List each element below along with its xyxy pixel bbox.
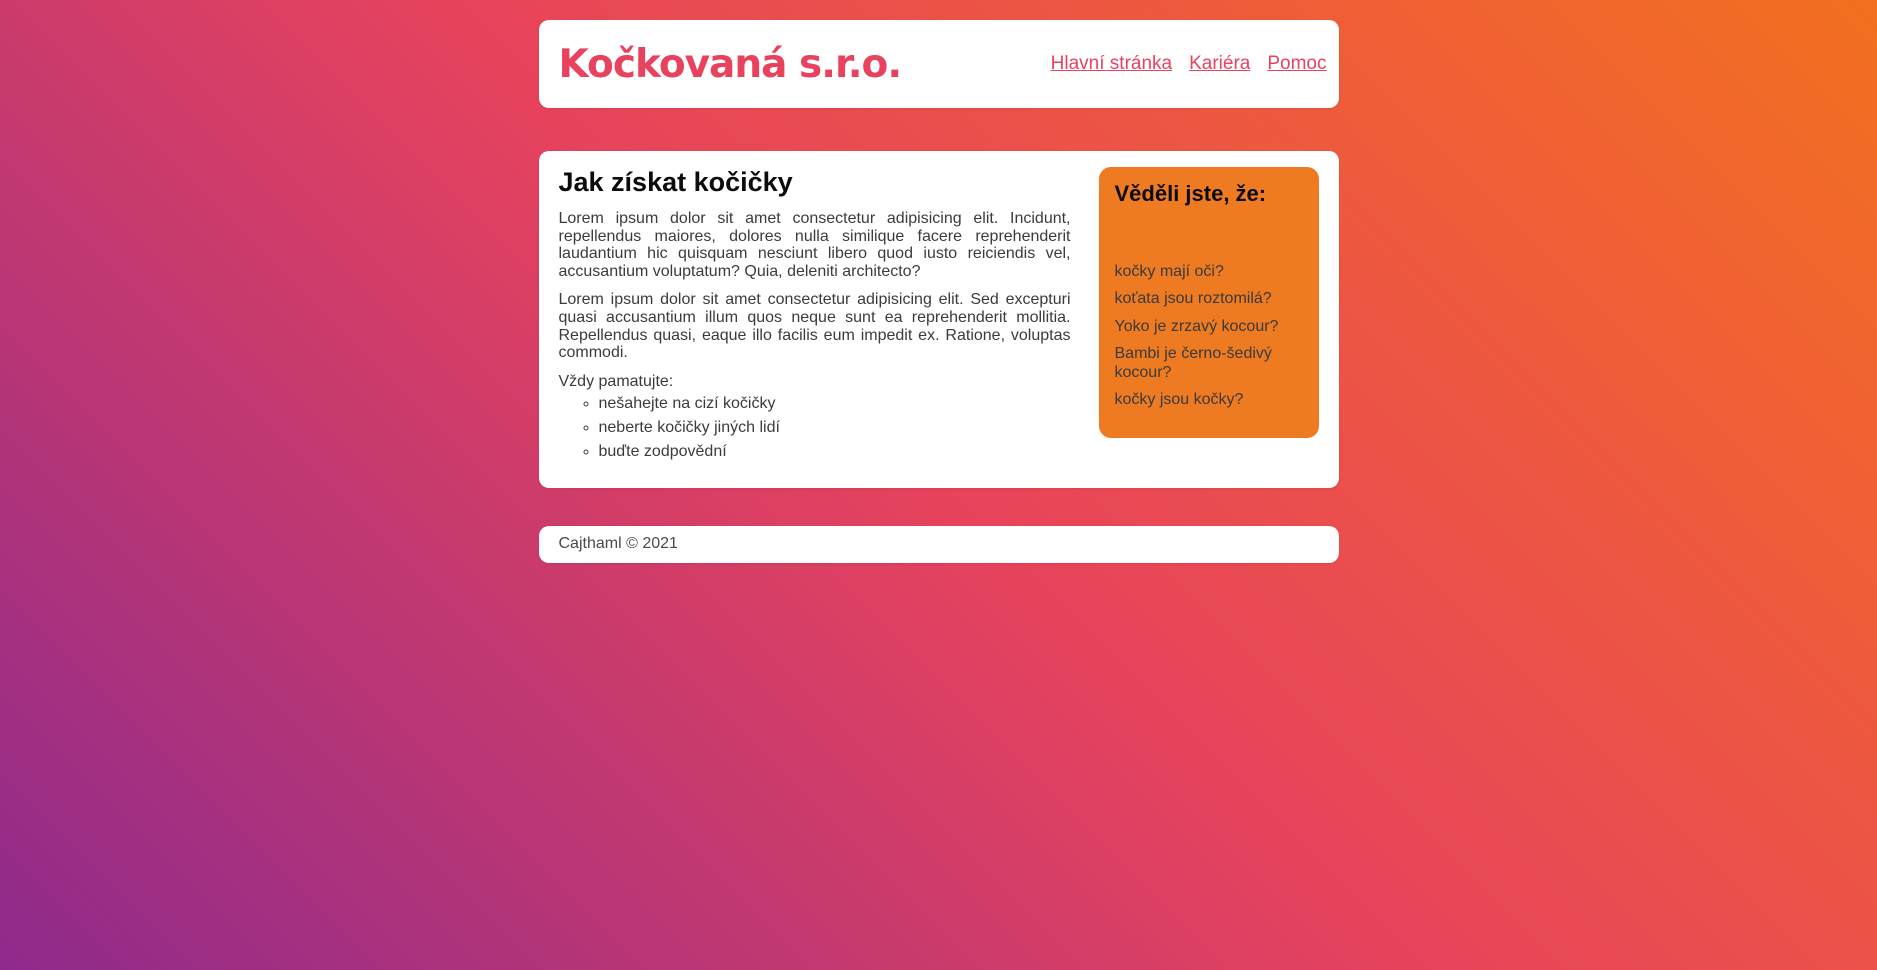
did-you-know-item: Bambi je černo-šedivý kocour? bbox=[1114, 345, 1272, 381]
reminder-label: Vždy pamatujte: bbox=[558, 372, 674, 390]
main-nav bbox=[1034, 53, 1327, 75]
main-card bbox=[539, 151, 1339, 488]
did-you-know-box bbox=[1099, 167, 1319, 438]
nav-link-home[interactable]: Hlavní stránka bbox=[1050, 53, 1173, 74]
reminder-item: ◦ buďte zodpovědní bbox=[599, 442, 1071, 463]
did-you-know-item: Yoko je zrzavý kocour? bbox=[1114, 317, 1279, 335]
article-paragraph: Lorem ipsum dolor sit amet consectetur adipisicing elit. Incidunt, repellendus maiores, dolores nulla similique facere reprehenderit laudantium hic quisquam nesciunt libero quod iusto reiciendis vel, accusantium voluptatum? Quia, deleniti architecto? bbox=[558, 210, 1071, 280]
did-you-know-heading: Věděli jste, že: bbox=[1114, 181, 1267, 206]
nav-link-career[interactable]: Kariéra bbox=[1189, 53, 1251, 74]
copyright-text: Cajthaml © 2021 bbox=[558, 535, 678, 553]
did-you-know-list bbox=[1115, 263, 1303, 409]
site-footer bbox=[539, 526, 1339, 563]
did-you-know-item: kočky mají oči? bbox=[1114, 263, 1224, 280]
page-container bbox=[539, 20, 1339, 563]
article-heading: Jak získat kočičky bbox=[558, 167, 793, 197]
article-how-to-get-cats bbox=[559, 167, 1071, 466]
did-you-know-item: koťata jsou roztomilá? bbox=[1114, 290, 1272, 308]
nav-link-help[interactable]: Pomoc bbox=[1267, 53, 1327, 74]
did-you-know-item: kočky jsou kočky? bbox=[1114, 390, 1244, 408]
reminder-list bbox=[559, 394, 1071, 462]
reminder-item: ◦ neberte kočičky jiných lidí bbox=[599, 418, 1071, 439]
site-header bbox=[539, 20, 1339, 108]
article-paragraph: Lorem ipsum dolor sit amet consectetur adipisicing elit. Sed excepturi quasi accusantium illum quos neque sunt ea reprehenderit mollitia. Repellendus quasi, eaque illo facilis eum impedit ex. Ratione, voluptas commodi. bbox=[558, 291, 1071, 362]
reminder-item: ◦ nešahejte na cizí kočičky bbox=[599, 394, 1071, 415]
site-logo: Kočkovaná s.r.o. bbox=[558, 41, 902, 87]
